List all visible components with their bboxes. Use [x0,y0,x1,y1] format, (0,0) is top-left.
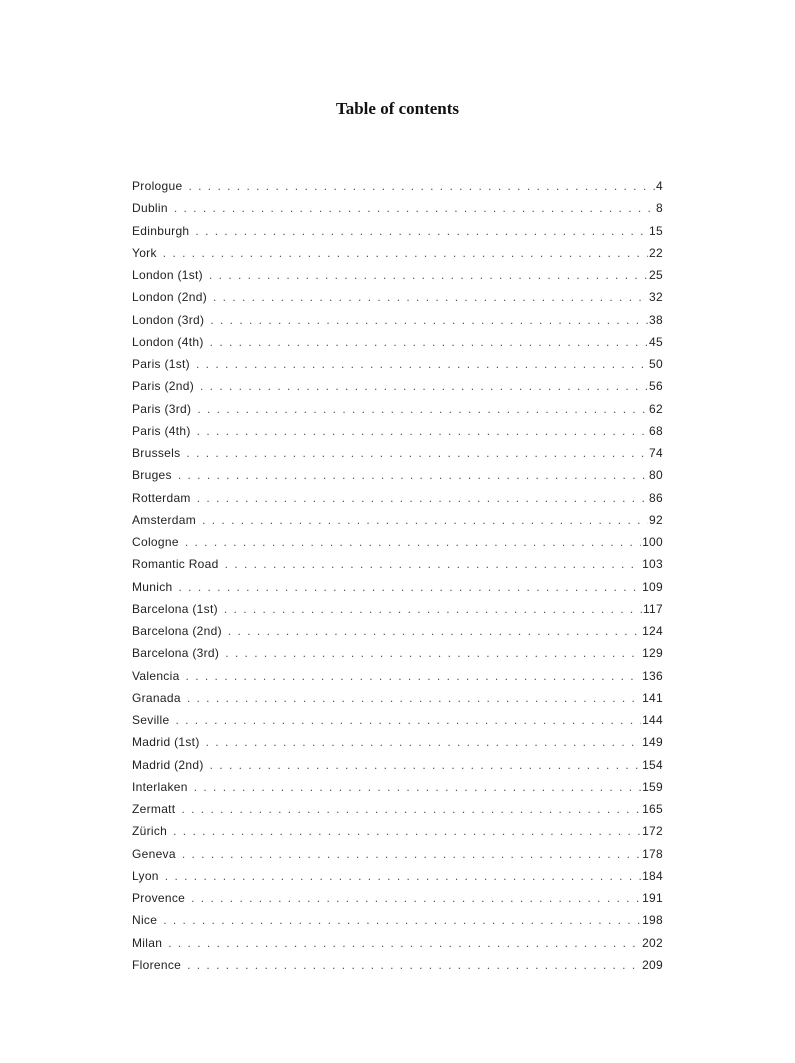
toc-entry-title: Barcelona (2nd) [132,624,222,638]
toc-entry-title: London (4th) [132,334,204,349]
toc-entry[interactable] [132,665,663,687]
toc-entry-title: Provence [132,891,186,905]
dot-leader [191,887,641,909]
toc-entry-title: Paris (2nd) [132,379,194,394]
dot-leader [168,932,641,954]
toc-entry-page-number: 117 [642,601,663,616]
toc-entry-title: London (3rd) [132,312,205,327]
toc-entry-title: Barcelona (3rd) [132,646,220,661]
toc-entry-title: Romantic Road [132,557,219,572]
toc-entry-title: Geneva [132,846,176,861]
dot-leader [186,665,642,687]
toc-entry-title: Seville [132,713,170,727]
toc-entry[interactable] [132,642,663,664]
toc-entry-title: Paris (1st) [132,357,190,371]
toc-entry-page-number: 22 [649,245,663,260]
toc-entry-page-number: 103 [642,557,663,572]
toc-entry-page-number: 8 [656,201,663,216]
dot-leader [197,487,648,509]
toc-entry-page-number: 124 [642,624,663,638]
toc-entry-page-number: 149 [642,735,663,750]
dot-leader [224,598,642,620]
toc-entry-page-number: 25 [649,268,663,282]
toc-entry[interactable] [132,464,663,486]
dot-leader [210,754,641,776]
toc-entry-page-number: 129 [642,646,663,661]
toc-entry-page-number: 38 [649,312,663,327]
dot-leader [197,420,648,442]
toc-entry-page-number: 154 [642,757,663,772]
toc-entry[interactable] [132,820,663,842]
toc-entry-page-number: 32 [649,290,663,305]
toc-entry-page-number: 144 [642,713,663,727]
toc-entry[interactable] [132,487,663,509]
toc-entry-title: Cologne [132,535,179,549]
page-title: Table of contents [335,99,460,118]
toc-entry[interactable] [132,909,663,931]
toc-entry-title: London (2nd) [132,290,207,305]
dot-leader [174,197,655,219]
toc-entry-page-number: 165 [642,802,663,816]
toc-entry-page-number: 50 [649,357,663,371]
toc-entry-title: Madrid (1st) [132,735,200,750]
toc-entry-title: York [132,245,157,260]
toc-entry-title: Florence [132,957,182,972]
toc-entry-title: Nice [132,913,158,928]
dot-leader [196,353,648,375]
toc-entry-page-number: 45 [649,334,663,349]
toc-entry[interactable] [132,687,663,709]
toc-entry-title: Dublin [132,201,168,216]
toc-entry[interactable] [132,531,663,553]
dot-leader [210,331,648,353]
toc-entry[interactable] [132,331,663,353]
toc-entry[interactable] [132,932,663,954]
dot-leader [194,776,641,798]
dot-leader [213,286,648,308]
toc-entry-title: Amsterdam [132,512,197,527]
toc-entry-page-number: 4 [656,179,663,193]
dot-leader [163,909,641,931]
toc-entry-page-number: 184 [642,868,663,883]
dot-leader [202,509,648,531]
toc-entry-page-number: 74 [649,446,663,460]
toc-entry[interactable] [132,286,663,308]
toc-entry[interactable] [132,264,663,286]
dot-leader [200,375,648,397]
toc-entry[interactable] [132,509,663,531]
toc-entry-title: Granada [132,690,181,705]
toc-entry-page-number: 136 [642,668,663,683]
toc-entry[interactable] [132,353,663,375]
dot-leader [178,464,648,486]
toc-entry-title: Prologue [132,179,183,193]
dot-leader [225,642,641,664]
dot-leader [228,620,641,642]
toc-entry[interactable] [132,731,663,753]
toc-entry[interactable] [132,309,663,331]
toc-entry-title: Madrid (2nd) [132,757,204,772]
dot-leader [197,398,648,420]
toc-entry-title: Zürich [132,824,168,839]
dot-leader [186,442,648,464]
toc-entry[interactable] [132,398,663,420]
toc-entry-title: Edinburgh [132,223,190,238]
toc-entry-page-number: 15 [649,223,663,238]
toc-entry-page-number: 191 [642,891,663,905]
toc-entry-page-number: 141 [642,690,663,705]
toc-entry[interactable] [132,954,663,976]
toc-entry[interactable] [132,887,663,909]
toc-entry[interactable] [132,220,663,242]
toc-entry-title: Brussels [132,446,181,460]
dot-leader [195,220,648,242]
toc-entry-title: London (1st) [132,268,203,282]
toc-entry-page-number: 62 [649,401,663,416]
toc-entry-page-number: 209 [642,957,663,972]
dot-leader [173,820,641,842]
toc-entry-title: Rotterdam [132,490,191,505]
toc-entry-title: Paris (4th) [132,423,191,438]
toc-entry-page-number: 86 [649,490,663,505]
dot-leader [187,687,641,709]
toc-entry-title: Milan [132,935,163,950]
toc-entry-page-number: 56 [649,379,663,394]
table-of-contents [132,175,663,976]
toc-entry[interactable] [132,576,663,598]
toc-entry[interactable] [132,798,663,820]
toc-entry[interactable] [132,776,663,798]
dot-leader [188,175,655,197]
dot-leader [165,865,641,887]
toc-entry-page-number: 80 [649,468,663,483]
dot-leader [187,954,641,976]
toc-entry-title: Interlaken [132,779,188,794]
toc-entry[interactable] [132,709,663,731]
dot-leader [181,798,641,820]
toc-entry-page-number: 109 [642,579,663,594]
toc-entry-page-number: 178 [642,846,663,861]
toc-entry-page-number: 68 [649,423,663,438]
toc-entry-page-number: 100 [642,535,663,549]
toc-entry-page-number: 92 [649,512,663,527]
toc-entry-page-number: 202 [642,935,663,950]
toc-entry-title: Valencia [132,668,180,683]
toc-entry-page-number: 159 [642,779,663,794]
dot-leader [210,309,648,331]
toc-entry[interactable] [132,620,663,642]
toc-entry[interactable] [132,242,663,264]
toc-entry-page-number: 198 [642,913,663,928]
dot-leader [175,709,641,731]
toc-entry[interactable] [132,420,663,442]
toc-entry[interactable] [132,375,663,397]
dot-leader [209,264,648,286]
toc-entry-title: Paris (3rd) [132,401,192,416]
dot-leader [178,576,641,598]
toc-entry[interactable] [132,553,663,575]
toc-entry[interactable] [132,843,663,865]
toc-entry[interactable] [132,442,663,464]
toc-entry[interactable] [132,598,663,620]
dot-leader [225,553,641,575]
dot-leader [185,531,641,553]
dot-leader [182,843,641,865]
toc-entry[interactable] [132,175,663,197]
toc-entry[interactable] [132,754,663,776]
toc-entry-title: Lyon [132,868,159,883]
toc-entry[interactable] [132,865,663,887]
toc-entry-title: Munich [132,579,173,594]
toc-entry-page-number: 172 [642,824,663,839]
toc-entry-title: Zermatt [132,802,176,816]
dot-leader [206,731,641,753]
toc-entry-title: Barcelona (1st) [132,601,218,616]
dot-leader [163,242,648,264]
toc-entry-title: Bruges [132,468,172,483]
toc-entry[interactable] [132,197,663,219]
